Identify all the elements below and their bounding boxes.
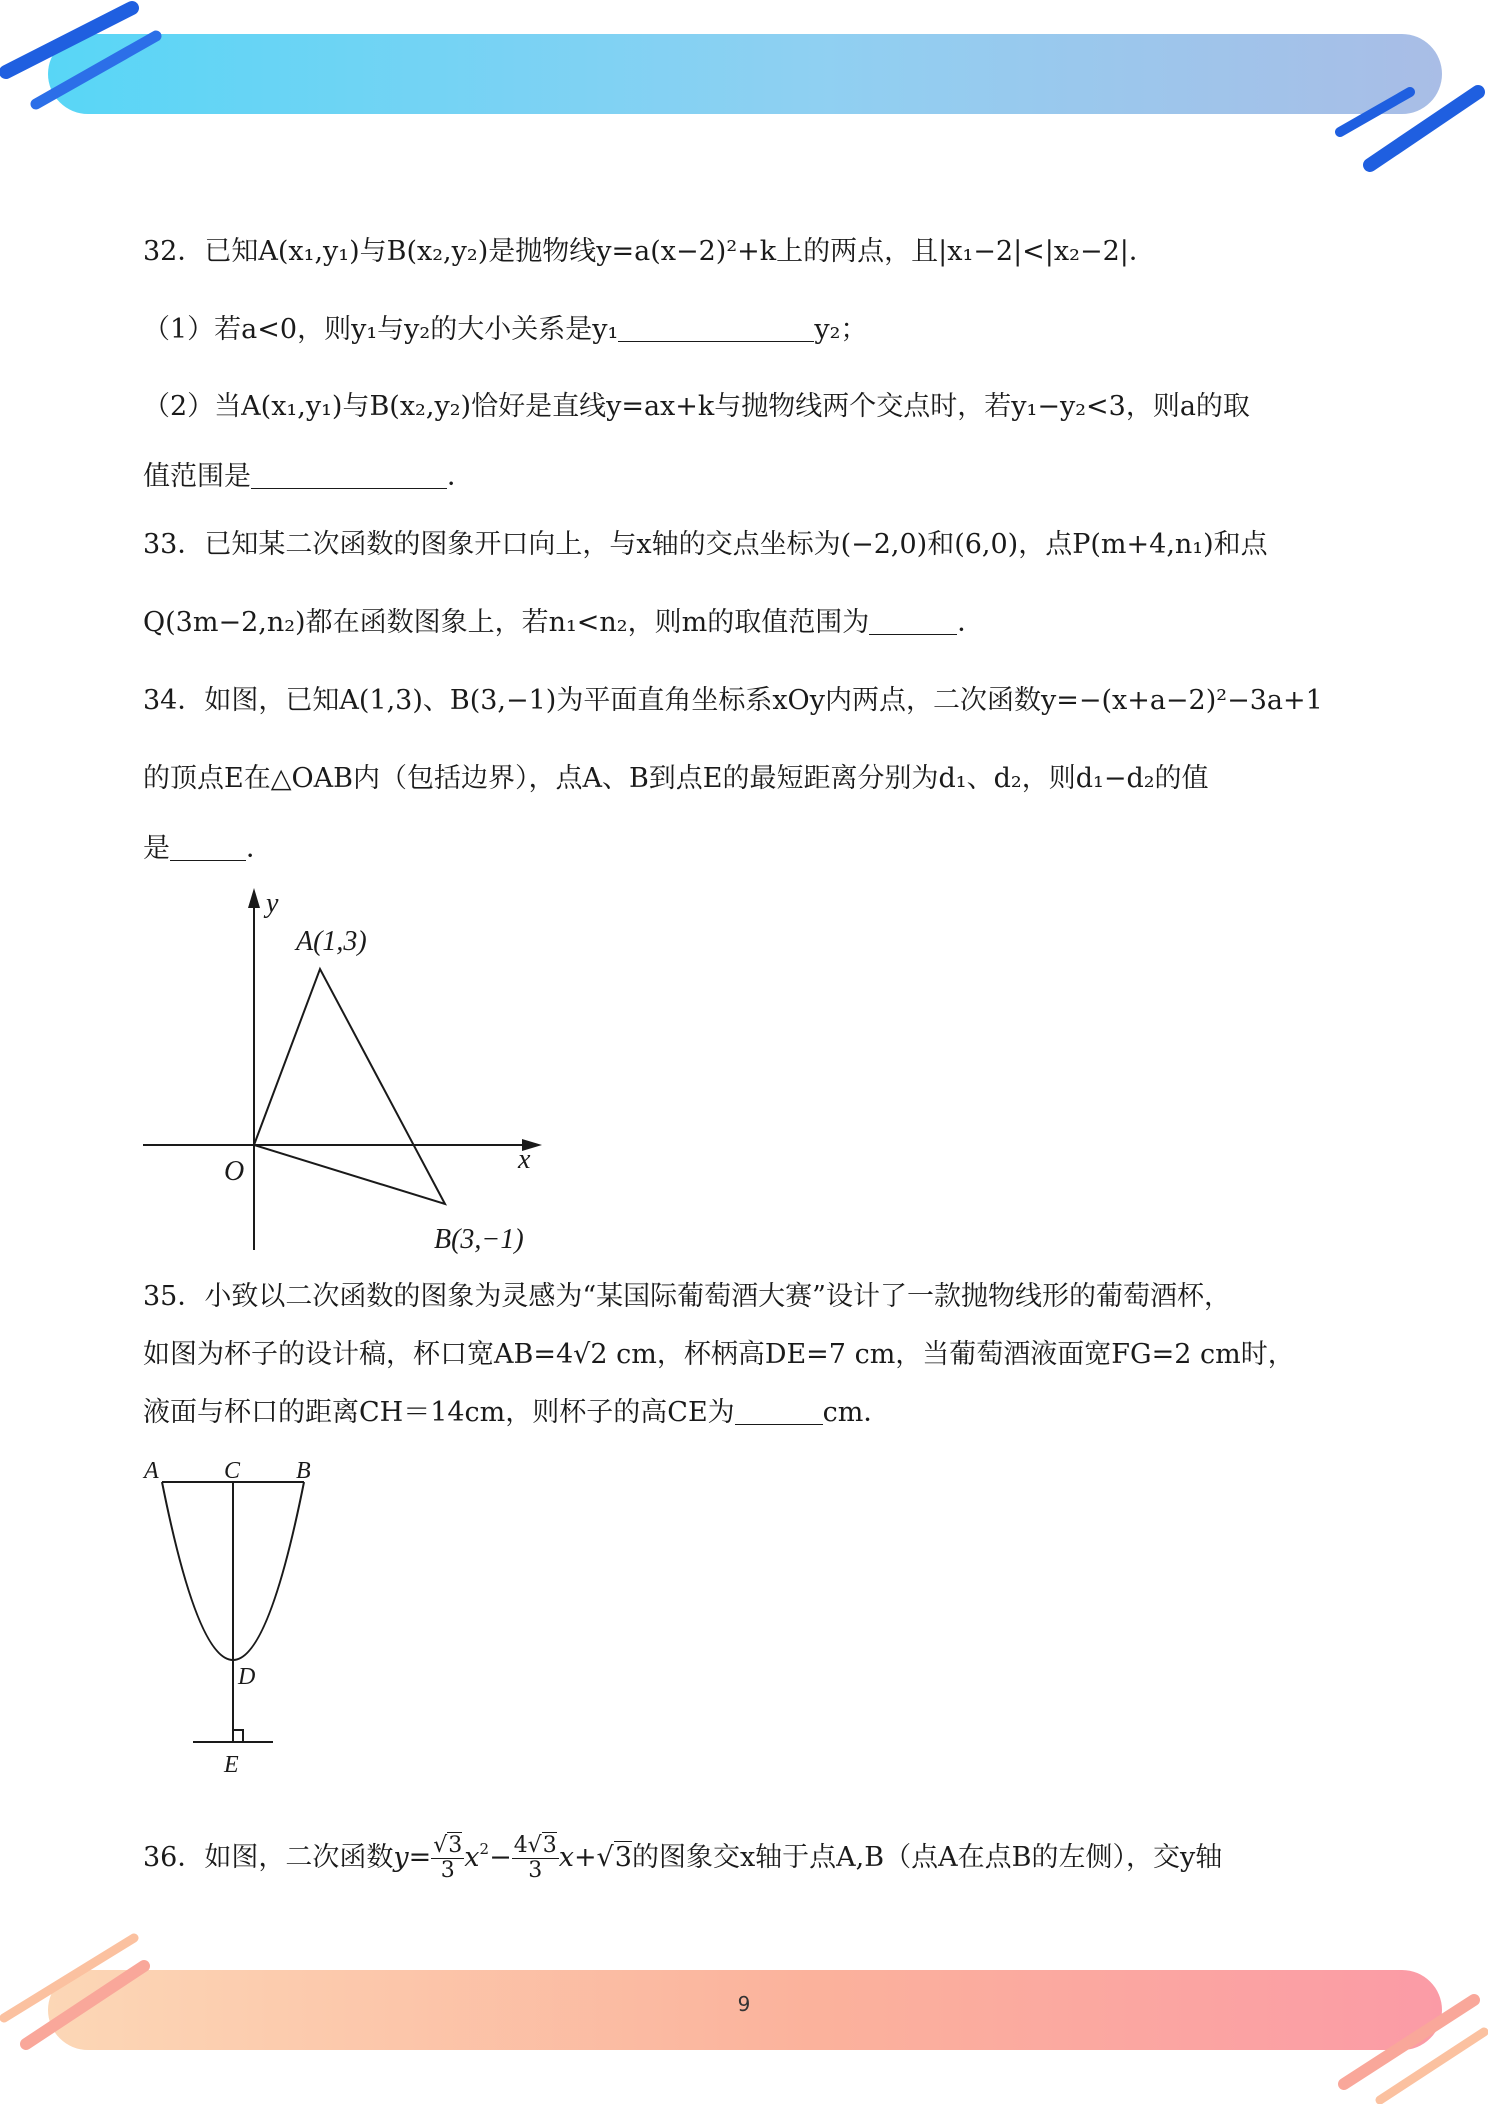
q33-line2-text: Q(3m−2,n₂)都在函数图象上，若n₁<n₂，则m的取值范围为 [143,607,870,638]
q32-part1-text: （1）若a<0，则y₁与y₂的大小关系是y₁ [143,314,619,345]
q32-part2-text: 值范围是 [143,461,251,492]
q36-frac2: $\frac{4√3}{3}$ [513,1833,557,1883]
page-number: 9 [737,1992,751,2016]
q36-frac1: $\frac{√3}{3}$ [433,1833,463,1883]
right-angle-mark [233,1730,243,1742]
q36-suffix: 的图象交x轴于点A,B（点A在点B的左侧），交y轴 [631,1842,1223,1873]
q34-line3-end: ． [246,833,273,864]
q35-line2: 如图为杯子的设计稿，杯口宽AB=4√2 cm，杯柄高DE=7 cm，当葡萄酒液面宽FG=2 cm时， [143,1339,1295,1370]
q36-x2: x [558,1842,574,1873]
label-o: O [224,1156,245,1187]
q34-line3-text: 是 [143,833,170,864]
label-a: A [144,1458,159,1484]
q36-line1: 36．如图，二次函数y= $\frac{√3}{3}$ $x^2-$ $\frac{4√3}{3}$ x+√3的图象交x轴于点A,B（点A在点B的左侧），交y轴 [143,1833,1223,1883]
q35-line1: 35．小致以二次函数的图象为灵感为“某国际葡萄酒大赛”设计了一款抛物线形的葡萄酒杯， [143,1281,1231,1312]
q35-line3-text: 液面与杯口的距离CH＝14cm，则杯子的高CE为 [143,1397,735,1428]
q32-stem: 32．已知A(x₁,y₁)与B(x₂,y₂)是抛物线y=a(x−2)²+k上的两点，且|x₁−2|<|x₂−2|． [143,236,1156,267]
q32-part1-end: y₂； [814,314,868,345]
label-a: A(1,3) [296,926,367,957]
q36-prefix: 36．如图，二次函数 [143,1842,394,1873]
q32-part2-line1: （2）当A(x₁,y₁)与B(x₂,y₂)恰好是直线y=ax+k与抛物线两个交点时，若y₁−y₂<3，则a的取 [143,391,1250,422]
label-c: C [224,1458,241,1484]
q35-line3-end: cm． [822,1397,891,1428]
label-x: x [518,1144,531,1175]
label-y: y [266,888,279,919]
q32-part2-end: ． [447,461,474,492]
label-d: D [238,1664,256,1690]
label-e: E [224,1752,239,1778]
q34-line1: 34．如图，已知A(1,3)、B(3,−1)为平面直角坐标系xOy内两点，二次函数y=−(x+a−2)²−3a+1 [143,685,1323,716]
q36-x1: x [464,1842,480,1873]
q33-line2-end: ． [957,607,985,638]
label-b: B(3,−1) [434,1224,524,1255]
q33-line1: 33．已知某二次函数的图象开口向上，与x轴的交点坐标为(−2,0)和(6,0)，点P(m+4,n₁)和点 [143,529,1268,560]
label-b: B [296,1458,311,1484]
q34-line2: 的顶点E在△OAB内（包括边界），点A、B到点E的最短距离分别为d₁、d₂，则d₁−d₂的值 [143,763,1209,794]
q36-y: y [393,1842,409,1873]
